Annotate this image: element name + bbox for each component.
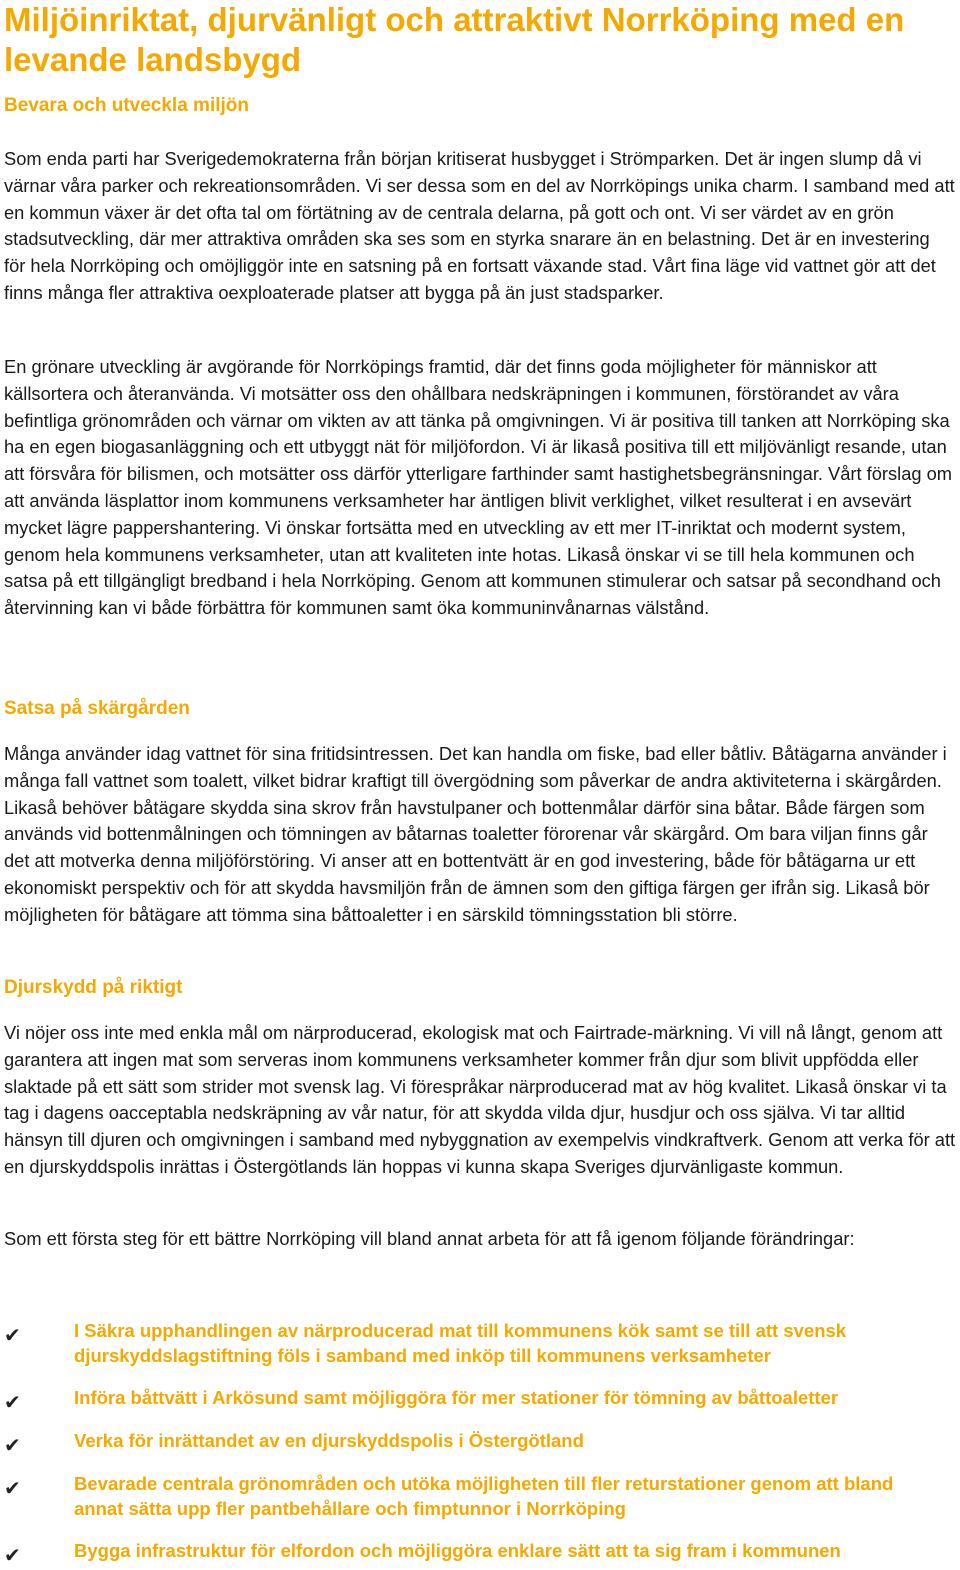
check-icon: ✔ (4, 1476, 21, 1500)
checklist-item-text: Verka för inrättandet av en djurskyddspolis i Östergötland (74, 1430, 584, 1451)
page-title: Miljöinriktat, djurvänligt och attraktivt Norrköping med en levande landsbygd (4, 1, 905, 78)
check-icon: ✔ (4, 1543, 21, 1567)
paragraph-bevara-2: En grönare utveckling är avgörande för Norrköpings framtid, där det finns goda möjligheter för människor att källsortera och återanvända. Vi motsätter oss den ohållbara nedskräpningen i kommunen, förstörandet av våra befintliga grönområden och värnar om vikten av att tänka på omgivningen. Vi är positiva till tanken att Norrköping ska ha en egen biogasanläggning och ett utbyggt nät för miljöfordon. Vi är likaså positiva till ett miljövänligt resande, utan att försvåra för bilismen, och motsätter oss därför ytterligare farthinder samt hastighetsbegränsningar. Vårt förslag om att använda läsplattor inom kommunens verksamheter har äntligen blivit verklighet, vilket resulterat i en avsevärt mycket lägre pappershantering. Vi önskar fortsätta med en utveckling av ett mer IT-inriktat och modernt system, genom hela kommunens verksamheter, utan att kvaliteten inte hotas. Likaså önskar vi se till hela kommunen och satsa på ett tillgängligt bredband i hela Norrköping. Genom att kommunen stimulerar och satsar på secondhand och återvinning kan vi både förbättra för kommunen samt öka kommuninvånarnas välstånd. (4, 356, 953, 619)
paragraph-djurskydd-2: Som ett första steg för ett bättre Norrköping vill bland annat arbeta för att få igenom följande förändringar: (4, 1228, 855, 1249)
paragraph-skargarden-1: Många använder idag vattnet för sina fritidsintressen. Det kan handla om fiske, bad eller båtliv. Båtägarna använder i många fall vattnet som toalett, vilket bidrar kraftigt till övergödning som påverkar de andra aktiviteterna i skärgården. Likaså behöver båtägare skydda sina skrov från havstulpaner och bottenmålar därför sina båtar. Både färgen som används vid bottenmålningen och tömningen av båtarnas toaletter förorenar vår skärgård. Om bara viljan finns går det att motverka denna miljöförstöring. Vi anser att en bottentvätt är en god investering, både för båtägarna ur ett ekonomiskt perspektiv och för att skydda havsmiljön från de ämnen som den giftiga färgen ger ifrån sig. Likaså bör möjligheten för båtägare att tömma sina båttoaletter i en särskild tömningsstation bli större. (4, 743, 947, 925)
paragraph-bevara-1: Som enda parti har Sverigedemokraterna från början kritiserat husbygget i Strömparken. Det är ingen slump då vi värnar våra parker och rekreationsområden. Vi ser dessa som en del av Norrköpings unika charm. I samband med att en kommun växer är det ofta tal om förtätning av de centrala delarna, på gott och ont. Vi ser värdet av en grön stadsutveckling, där mer attraktiva områden ska ses som en styrka snarare än en belastning. Det är en investering för hela Norrköping och omöjliggör inte en satsning på en fortsatt växande stad. Vårt fina läge vid vattnet gör att det finns många fler attraktiva oexploaterade platser att bygga på än just stadsparker. (4, 148, 955, 303)
check-icon: ✔ (4, 1433, 21, 1457)
checklist-item-text: Bevarade centrala grönområden och utöka möjligheten till fler returstationer genom att bland annat sätta upp fler pantbehållare och fimptunnor i Norrköping (74, 1473, 894, 1519)
section-heading-bevara: Bevara och utveckla miljön (4, 95, 249, 116)
check-icon: ✔ (4, 1323, 21, 1347)
checklist-item-text: I Säkra upphandlingen av närproducerad mat till kommunens kök samt se till att svensk djurskyddslagstiftning föls i samband med inköp till kommunens verksamheter (74, 1320, 847, 1366)
check-icon: ✔ (4, 1390, 21, 1414)
section-heading-djurskydd: Djurskydd på riktigt (4, 977, 183, 998)
checklist-item-text: Bygga infrastruktur för elfordon och möjliggöra enklare sätt att ta sig fram i kommunen (74, 1540, 841, 1561)
checklist-item-text: Införa båttvätt i Arkösund samt möjliggöra för mer stationer för tömning av båttoaletter (74, 1387, 839, 1408)
paragraph-djurskydd-1: Vi nöjer oss inte med enkla mål om närproducerad, ekologisk mat och Fairtrade-märkning. Vi vill nå långt, genom att garantera att ingen mat som serveras inom kommunens verksamheter kommer från djur som blivit uppfödda eller slaktade på ett sätt som strider mot svensk lag. Vi förespråkar närproducerad mat av hög kvalitet. Likaså önskar vi ta tag i dagens oacceptabla nedskräpning av vår natur, för att skydda vilda djur, husdjur och oss själva. Vi tar alltid hänsyn till djuren och omgivningen i samband med nybyggnation av exempelvis vindkraftverk. Genom att verka för att en djurskyddspolis inrättas i Östergötlands län hoppas vi kunna skapa Sveriges djurvänligaste kommun. (4, 1022, 956, 1177)
section-heading-skargarden: Satsa på skärgården (4, 698, 190, 719)
